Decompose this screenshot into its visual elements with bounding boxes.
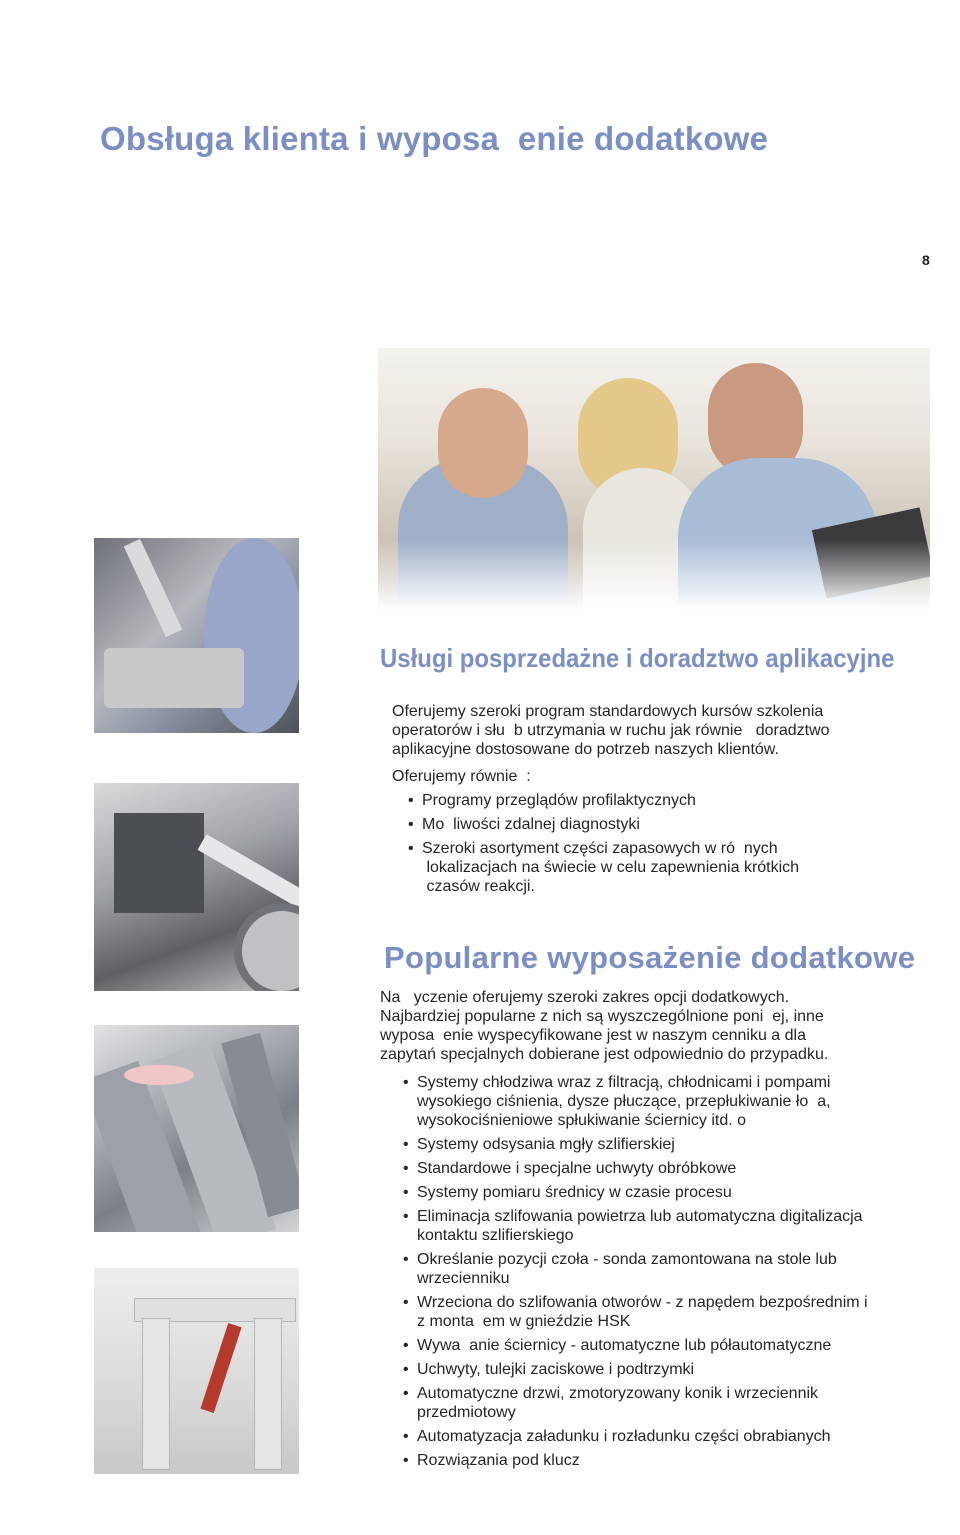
bullet-icon: • [403, 1160, 409, 1177]
list-item-text: Systemy chłodziwa wraz z filtracją, chłodnicami i pompami wysokiego ciśnienia, dysze płuczące, przepłukiwanie ło a, wysokociśnieniowe spłukiwanie ściernicy itd. o [417, 1074, 831, 1129]
bullet-icon: • [403, 1361, 409, 1378]
list-item [403, 1336, 868, 1355]
bullet-icon: • [403, 1428, 409, 1445]
list-item-text: Automatyzacja załadunku i rozładunku części obrabianych [417, 1428, 831, 1445]
list-item-text: Mo liwości zdalnej diagnostyki [422, 816, 640, 833]
bullet-icon: • [403, 1208, 409, 1225]
bullet-icon: • [408, 840, 414, 857]
list-item-text: Systemy odsysania mgły szlifierskiej [417, 1136, 675, 1153]
services-list [408, 791, 800, 901]
list-item [403, 1135, 868, 1154]
services-intro: Oferujemy szeroki program standardowych kursów szkolenia operatorów i słu b utrzymania w ruchu jak równie doradztwo aplikacyjne dostosowane do potrzeb naszych klientów. [392, 703, 830, 758]
bullet-icon: • [403, 1294, 409, 1311]
spindles-photo [94, 1025, 299, 1232]
list-item-text: Uchwyty, tulejki zaciskowe i podtrzymki [417, 1361, 695, 1378]
list-item-text: Wywa anie ściernicy - automatyczne lub półautomatyczne [417, 1337, 832, 1354]
list-item [403, 1384, 868, 1422]
list-item-text: Automatyczne drzwi, zmotoryzowany konik i wrzeciennik przedmiotowy [417, 1385, 819, 1421]
list-item [403, 1183, 868, 1202]
list-item [403, 1207, 868, 1245]
services-heading: Usługi posprzedażne i doradztwo aplikacyjne [380, 643, 895, 673]
list-item [408, 791, 799, 810]
accessories-intro: Na yczenie oferujemy szeroki zakres opcji dodatkowych. Najbardziej popularne z nich są wyszczególnione poni ej, inne wyposa enie wyspecyfikowane jest w naszym cenniku a dla zapytań specjalnych dobierane jest odpowiednio do przypadku. [380, 989, 829, 1063]
accessories-heading: Popularne wyposażenie dodatkowe [384, 940, 916, 975]
grinding-photo [94, 538, 299, 733]
list-item [403, 1360, 868, 1379]
list-item [403, 1293, 868, 1331]
bullet-icon: • [403, 1385, 409, 1402]
services-lead: Oferujemy równie : [392, 768, 531, 785]
bullet-icon: • [408, 792, 414, 809]
list-item [403, 1427, 868, 1446]
list-item-text: Eliminacja szlifowania powietrza lub automatyczna digitalizacja kontaktu szlifierskiego [417, 1208, 863, 1244]
list-item [403, 1159, 868, 1178]
list-item-text: Systemy pomiaru średnicy w czasie procesu [417, 1184, 732, 1201]
page-number: 8 [922, 252, 930, 268]
list-item-text: Rozwiązania pod klucz [417, 1452, 580, 1469]
list-item [403, 1073, 868, 1130]
bullet-icon: • [408, 816, 414, 833]
bullet-icon: • [403, 1337, 409, 1354]
machine-photo [94, 783, 299, 991]
list-item-text: Programy przeglądów profilaktycznych [422, 792, 696, 809]
bullet-icon: • [403, 1251, 409, 1268]
page-title: Obsługa klienta i wyposa enie dodatkowe [100, 120, 769, 157]
list-item-text: Standardowe i specjalne uchwyty obróbkowe [417, 1160, 737, 1177]
list-item-text: Szeroki asortyment części zapasowych w ró nych lokalizacjach na świecie w celu zapewnienia krótkich czasów reakcji. [422, 840, 800, 895]
list-item [408, 815, 799, 834]
accessories-list [403, 1073, 868, 1475]
bullet-icon: • [403, 1184, 409, 1201]
list-item-text: Wrzeciona do szlifowania otworów - z napędem bezpośrednim i z monta em w gnieździe HSK [417, 1294, 868, 1330]
list-item-text: Określanie pozycji czoła - sonda zamontowana na stole lub wrzecienniku [417, 1251, 837, 1287]
team-photo [378, 348, 930, 610]
bullet-icon: • [403, 1136, 409, 1153]
bullet-icon: • [403, 1074, 409, 1091]
bullet-icon: • [403, 1452, 409, 1469]
list-item [403, 1250, 868, 1288]
list-item [408, 839, 800, 896]
list-item [403, 1451, 868, 1470]
gantry-photo [94, 1268, 299, 1474]
